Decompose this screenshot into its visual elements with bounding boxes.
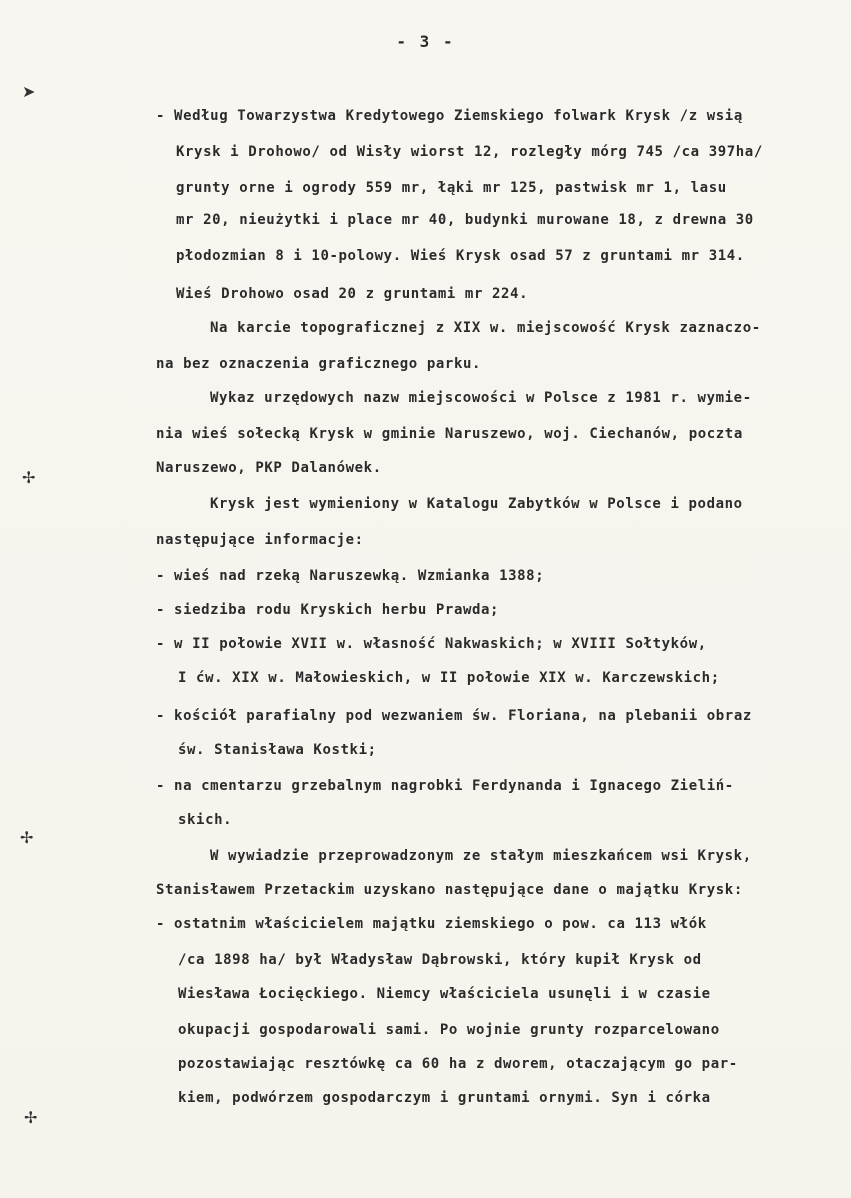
- text-line: Naruszewo, PKP Dalanówek.: [156, 460, 382, 476]
- text-line: płodozmian 8 i 10-polowy. Wieś Krysk osad 57 z gruntami mr 314.: [176, 248, 745, 264]
- margin-mark-arrow-icon: ➤: [22, 82, 36, 101]
- text-line: Krysk i Drohowo/ od Wisły wiorst 12, rozległy mórg 745 /ca 397ha/: [176, 144, 763, 160]
- text-line: następujące informacje:: [156, 532, 364, 548]
- text-line: - w II połowie XVII w. własność Nakwaskich; w XVIII Sołtyków,: [156, 636, 707, 652]
- text-line: Wiesława Łocięckiego. Niemcy właściciela usunęli i w czasie: [178, 986, 711, 1002]
- margin-mark-cross-icon: ✢: [22, 468, 36, 487]
- text-line: św. Stanisława Kostki;: [178, 742, 377, 758]
- text-line: - siedziba rodu Kryskich herbu Prawda;: [156, 602, 500, 618]
- margin-mark-cross-icon: ✢: [20, 828, 34, 847]
- text-line: pozostawiając resztówkę ca 60 ha z dworem, otaczającym go par-: [178, 1056, 738, 1072]
- text-line: Stanisławem Przetackim uzyskano następujące dane o majątku Krysk:: [156, 882, 743, 898]
- text-line: Wykaz urzędowych nazw miejscowości w Polsce z 1981 r. wymie-: [210, 390, 752, 406]
- text-line: - na cmentarzu grzebalnym nagrobki Ferdynanda i Ignacego Zieliń-: [156, 778, 734, 794]
- text-line: W wywiadzie przeprowadzonym ze stałym mieszkańcem wsi Krysk,: [210, 848, 752, 864]
- text-line: - ostatnim właścicielem majątku ziemskiego o pow. ca 113 włók: [156, 916, 707, 932]
- text-line: I ćw. XIX w. Małowieskich, w II połowie XIX w. Karczewskich;: [178, 670, 720, 686]
- text-line: skich.: [178, 812, 233, 828]
- text-line: - wieś nad rzeką Naruszewką. Wzmianka 1388;: [156, 568, 545, 584]
- text-line: kiem, podwórzem gospodarczym i gruntami ornymi. Syn i córka: [178, 1090, 711, 1106]
- text-line: okupacji gospodarowali sami. Po wojnie grunty rozparcelowano: [178, 1022, 720, 1038]
- page-number: - 3 -: [396, 32, 455, 51]
- text-line: Krysk jest wymieniony w Katalogu Zabytków w Polsce i podano: [210, 496, 743, 512]
- text-line: - Według Towarzystwa Kredytowego Ziemskiego folwark Krysk /z wsią: [156, 108, 743, 124]
- text-line: /ca 1898 ha/ był Władysław Dąbrowski, który kupił Krysk od: [178, 952, 702, 968]
- text-line: grunty orne i ogrody 559 mr, łąki mr 125, pastwisk mr 1, lasu: [176, 180, 727, 196]
- text-line: nia wieś sołecką Krysk w gminie Naruszewo, woj. Ciechanów, poczta: [156, 426, 743, 442]
- text-line: - kościół parafialny pod wezwaniem św. Floriana, na plebanii obraz: [156, 708, 752, 724]
- margin-mark-tick-icon: ✢: [24, 1108, 38, 1127]
- text-line: mr 20, nieużytki i place mr 40, budynki murowane 18, z drewna 30: [176, 212, 754, 228]
- text-line: na bez oznaczenia graficznego parku.: [156, 356, 482, 372]
- text-line: Wieś Drohowo osad 20 z gruntami mr 224.: [176, 286, 529, 302]
- text-line: Na karcie topograficznej z XIX w. miejscowość Krysk zaznaczo-: [210, 320, 761, 336]
